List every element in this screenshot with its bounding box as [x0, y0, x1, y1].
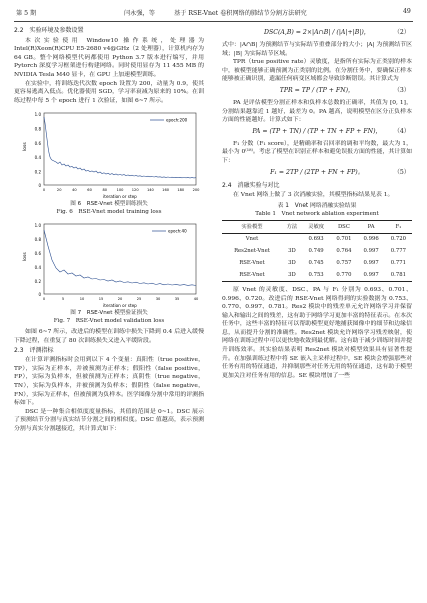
header-title: 基于 RSE-Vnet 卷积网络的肺结节分割方法研究: [174, 10, 307, 17]
left-column: [14, 26, 204, 433]
x-tick: 60: [87, 188, 92, 193]
x-tick: 200: [192, 188, 200, 193]
paragraph-loss-analysis: 如图 6~7 所示，改进后的模型在训练中损失下降到 0.4 后进入缓慢下降过程，在重复了 80 次训练损失又进入平缓阶段。: [14, 329, 204, 344]
table-header: 灵敏度: [308, 223, 325, 230]
figure-6: [14, 109, 204, 201]
table-cell: RSE-Vnet: [239, 259, 265, 266]
paragraph-variables: 在计算评测指标时会用到以下 4 个变量：真阳性（true positive，TP），实际为正样本，并被预测为正样本；假阳性（false positive，FP），实际为负样本，但被预测为正样本；真阴性（true negative，TN），实际为负样本，并被预测为负样本；假阴性（false negative，FN），实际为正样本，但被预测为负样本。医学图像分割中常用的评测指标如下。: [14, 357, 204, 407]
paragraph-dsc: DSC 是一种集合相似度度量指标，其值的范围是 0~1。DSC 展示了预测结节分割与真实结节分割之间的相似度。DSC 值越高，表示预测分割与真实分割越接近，其计算式如下：: [14, 408, 204, 432]
table-cell: 0.997: [363, 271, 379, 278]
table-header-row: [222, 221, 412, 234]
plot-frame: [44, 224, 196, 294]
y-tick: 0.4: [34, 155, 41, 161]
equation-5-formula: F₁ = 2TP / (2TP + FN + FP)。: [270, 168, 364, 176]
figure-7-caption-cn: 图 7 RSE-Vnet 模型验证损失: [70, 310, 148, 317]
y-tick: 0.6: [34, 141, 41, 147]
training-loss-line: [44, 117, 196, 178]
x-tick: 30: [155, 297, 161, 302]
equation-4-number: （4）: [393, 127, 410, 135]
table-cell: 0.701: [336, 236, 352, 243]
table-cell: 0.996: [363, 236, 379, 243]
x-tick: 10: [79, 297, 85, 302]
paragraph-ablation-intro: 在 Vnet 网络上做了 3 次消融实验，其模型指标结果见表 1。: [233, 192, 394, 199]
table-header: 方法: [286, 223, 298, 230]
equation-3-formula: TPR = TP / (TP + FN)，: [279, 86, 355, 94]
table-cell: 0.997: [363, 259, 379, 266]
table-cell: 3D: [288, 248, 296, 255]
x-tick: 25: [136, 297, 142, 302]
table-1-caption-cn: 表 1 Vnet 网络消融实验结果: [277, 202, 357, 209]
right-column: [222, 26, 412, 380]
paragraph-eq2-note: 式中：|A∩B| 为预测结节与实际结节重叠部分的大小；|A| 为预测结节区域；|B| 为实际结节区域。: [222, 42, 412, 57]
legend-label: epoch:200: [166, 117, 188, 123]
table-cell: 0.997: [363, 248, 379, 255]
x-tick: 180: [177, 188, 185, 193]
x-tick: 5: [61, 297, 65, 302]
x-ticks: [43, 188, 200, 192]
equation-2-formula: DSC(A,B) = 2×|A∩B| / (|A|+|B|)，: [264, 29, 370, 36]
table-cell: 0.745: [308, 259, 324, 266]
table-cell: 0.764: [336, 248, 352, 255]
equation-3-number: （3）: [393, 86, 410, 94]
table-cell: Res2net-Vnet: [234, 248, 270, 255]
equation-3: [222, 84, 412, 99]
section-2-3-heading: 2.3 评测指标: [14, 346, 54, 354]
section-2-2-heading: 2.2 实验环境及参数设置: [14, 27, 84, 34]
validation-loss-plot: [20, 220, 200, 310]
table-cell: Vnet: [245, 236, 259, 243]
paragraph-results-discussion: 原 Vnet 的灵敏度、DSC、PA 与 F₁ 分别为 0.693、0.701、0.996、0.720。改进后的 RSE-Vnet 网络得到的实验数据为 0.753、0.770、0.997、0.781。Res2 模块中的残差单元允许网络学习并保留输入和输出之间的残差，这有助于网络学习更加丰富的特征表示。在本次任务中，这些丰富的特征可以帮助模型更好地捕获图像中的细节和边缘信息，从而提升分割的准确性。Res2net 模块允许网络学习残差映射，使网络在训练过程中可以更快地收敛到最优解。这有助于减少训练时间并提升训练效率。其实验结果表明 Res2net 模块对模型效果具有显著性提升。在加强训练过程中将 SE 嵌入主采样过程中，SE 模块会增强那些对任务有用的特征通道，并抑制那些对任务无用的特征通道，这有助于模型更加关注对任务有用的信息。SE 模块增加了一些: [222, 286, 412, 379]
y-tick: 0.8: [34, 126, 41, 132]
page-number: 49: [403, 8, 411, 15]
legend-label: epoch:40: [168, 228, 187, 234]
y-tick: 0.6: [34, 251, 41, 257]
x-axis-label: iteration or step: [103, 303, 137, 309]
x-tick: 160: [162, 188, 170, 193]
x-tick: 0: [42, 188, 46, 193]
figure-6-caption-en: Fig. 6 RSE-Vnet model training loss: [56, 208, 162, 215]
figure-6-caption-cn: 图 6 RSE-Vnet 模型训练损失: [70, 201, 148, 208]
ablation-table: [222, 220, 412, 282]
x-tick: 100: [116, 188, 124, 193]
table-cell: 0.781: [390, 271, 406, 278]
y-tick: 0.4: [34, 265, 41, 271]
paragraph-tpr: TPR（true positive rate）灵敏度，是指所有实际为正类别的样本中，被模型能够正确预测为正类别的比例。在分割任务中，要确保正样本能够被正确识别，遗漏任何病变区域都会导致诊断错误。其计算式为: [222, 59, 412, 83]
figure-7: [14, 220, 204, 310]
x-tick: 40: [72, 188, 77, 193]
paragraph-params: 在实验中，将训练迭代次数 epoch 设置为 200，动量为 0.9，使其更容易逃离入低点。优化器使用 SGD，学习率衰减为原来的 10%。在训练过程中每 5 个 epoch 进行 1 次验证，如图 6~7 所示。: [14, 80, 204, 104]
table-row: [222, 257, 412, 269]
x-ticks: [43, 297, 199, 301]
table-cell: 0.749: [308, 248, 324, 255]
table-row: [222, 269, 412, 281]
table-cell: 0.770: [336, 271, 352, 278]
x-tick: 80: [102, 188, 108, 193]
equation-2-number: （2）: [393, 29, 410, 36]
header-authors: 闫永强，等: [124, 10, 155, 17]
table-header: PA: [367, 223, 375, 230]
section-2-4-heading: 2.4 消融实验与对比: [222, 181, 280, 189]
equation-5-number: （5）: [393, 168, 410, 176]
issue-number: 第 5 期: [16, 10, 37, 17]
equation-4: [222, 125, 412, 140]
table-cell: 0.771: [390, 259, 406, 266]
x-axis-label: iteration or step: [103, 194, 137, 200]
y-tick: 0.2: [34, 169, 41, 175]
y-tick: 0.2: [34, 279, 41, 285]
training-loss-plot: [20, 109, 200, 201]
y-axis-label: loss: [23, 142, 28, 152]
y-ticks: [35, 223, 42, 297]
table-cell: 0.777: [390, 248, 406, 255]
table-header: F₁: [395, 223, 402, 230]
y-tick: 0: [38, 183, 41, 189]
x-tick: 15: [98, 297, 104, 302]
table-cell: 0.757: [336, 259, 352, 266]
table-cell: 0.693: [308, 236, 324, 243]
y-tick: 1.0: [34, 223, 41, 229]
x-tick: 140: [146, 188, 154, 193]
paragraph-environment: 本次实验使用 Window10 操作系统，处理器为 Intel(R)Xeon(R)CPU E5-2680 v4@GHz（2 处理器），计算机内存为 64 GB。整个网络模型代码都使用 Python 3.7 版本进行编写，并用 Pytorch 深度学习框架进行构建网络。同时使用显存为 11 455 MB 的 NVIDIA Tesla M40 显卡，在 GPU 上加速模型训练。: [14, 37, 204, 78]
paragraph-pa: PA 是评估模型分割正样本和负样本总数的正确率，其值为 [0, 1]，分割结果越靠近 1 越好，最差为 0。PA 越高，说明模型在区分正负样本方面的性能越好。计算式如下：: [222, 99, 412, 124]
y-axis-label: loss: [23, 252, 28, 262]
x-tick: 40: [193, 297, 199, 302]
table-cell: 0.720: [390, 236, 406, 243]
x-tick: 120: [131, 188, 139, 193]
equation-2: [222, 26, 412, 41]
table-row: [222, 246, 412, 258]
table-cell: 0.753: [308, 271, 324, 278]
table-cell: 3D: [288, 271, 296, 278]
y-tick: 1.0: [34, 112, 41, 118]
x-tick: 0: [42, 297, 46, 302]
table-row: [222, 233, 412, 245]
y-tick: 0.8: [34, 237, 41, 243]
x-tick: 20: [117, 297, 123, 302]
table-header: DSC: [337, 223, 350, 230]
y-ticks: [35, 112, 42, 188]
validation-loss-line: [44, 230, 196, 286]
x-tick: 35: [174, 297, 180, 302]
running-header: [0, 0, 427, 22]
table-cell: RSE-Vnet: [239, 271, 265, 278]
table-cell: 3D: [288, 259, 296, 266]
header-rule: [14, 21, 413, 22]
table-1-caption-en: Table 1 Vnet network ablation experiment: [255, 210, 379, 217]
equation-4-formula: PA = (TP + TN) / (TP + TN + FP + FN)，: [252, 127, 382, 135]
figure-7-caption-en: Fig. 7 RSE-Vnet model validation loss: [53, 317, 165, 324]
x-tick: 20: [56, 188, 62, 193]
y-tick: 0: [38, 292, 41, 298]
table-cell: [282, 233, 302, 245]
table-header: 实验模型: [241, 223, 263, 230]
paragraph-f1: F₁ 分数（F₁ score），是精确率和召回率的调和平均数，最大为 1，最小为 0⁽¹⁸⁾。考虑了模型在识别正样本和避免误报方面的性能，其计算如下：: [222, 140, 412, 164]
equation-5: [222, 166, 412, 181]
